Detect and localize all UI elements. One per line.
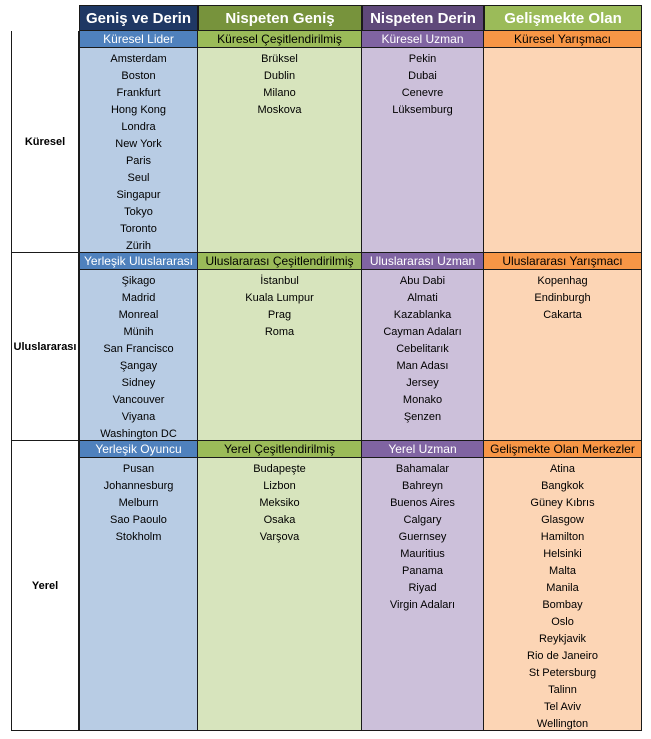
city-item: Milano	[263, 87, 296, 99]
city-item: Washington DC	[100, 428, 177, 440]
city-item: San Francisco	[103, 343, 174, 355]
category-body	[362, 48, 484, 253]
city-item: Cebelitarık	[396, 343, 449, 355]
city-list	[484, 461, 641, 733]
category-header: Küresel Çeşitlendirilmiş	[198, 31, 362, 48]
city-item: Seul	[127, 172, 150, 184]
city-item: Man Adası	[396, 360, 449, 372]
city-item: New York	[115, 138, 162, 150]
city-item: Panama	[402, 565, 443, 577]
city-item: Dubai	[408, 70, 437, 82]
city-item: Paris	[125, 155, 152, 167]
city-item: Lizbon	[263, 480, 296, 492]
city-item: Kazablanka	[393, 309, 452, 321]
city-item: Hong Kong	[110, 104, 167, 116]
city-item: Oslo	[551, 616, 574, 628]
category-body	[79, 458, 198, 731]
city-item: Varşova	[259, 531, 300, 543]
city-item: Cayman Adaları	[383, 326, 462, 338]
category-body	[79, 270, 198, 441]
city-item: Mauritius	[400, 548, 445, 560]
city-item: Endinburgh	[534, 292, 591, 304]
city-item: Johannesburg	[103, 480, 174, 492]
city-item: St Petersburg	[528, 667, 597, 679]
city-item: Roma	[264, 326, 295, 338]
city-item: Budapeşte	[253, 463, 306, 475]
city-list	[362, 51, 483, 119]
city-item: Tokyo	[124, 206, 153, 218]
category-header: Küresel Uzman	[362, 31, 484, 48]
city-item: Manila	[546, 582, 579, 594]
category-body	[198, 270, 362, 441]
city-item: Monreal	[118, 309, 159, 321]
city-item: Zürih	[125, 240, 152, 252]
city-item: Bahreyn	[402, 480, 443, 492]
city-item: Rio de Janeiro	[527, 650, 598, 662]
city-item: Guernsey	[398, 531, 447, 543]
category-header: Yerel Uzman	[362, 441, 484, 458]
city-item: Şenzen	[403, 411, 442, 423]
city-item: Abu Dabi	[399, 275, 446, 287]
category-body	[362, 270, 484, 441]
city-list	[362, 273, 483, 426]
category-header: Uluslararası Uzman	[362, 253, 484, 270]
column-header: Nispeten Geniş	[198, 5, 362, 31]
city-list	[80, 461, 197, 546]
city-item: Tel Aviv	[543, 701, 582, 713]
city-list	[484, 273, 641, 324]
city-list	[198, 273, 361, 341]
city-item: Wellington	[536, 718, 589, 730]
city-item: Buenos Aires	[390, 497, 455, 509]
city-list	[362, 461, 483, 614]
city-item: Reykjavik	[538, 633, 587, 645]
city-item: Moskova	[257, 104, 302, 116]
city-item: Singapur	[116, 189, 161, 201]
category-header: Uluslararası Çeşitlendirilmiş	[198, 253, 362, 270]
category-body	[198, 458, 362, 731]
city-item: Madrid	[121, 292, 156, 304]
city-item: Osaka	[263, 514, 296, 526]
row-label: Uluslararası	[11, 253, 79, 441]
city-item: Riyad	[408, 582, 437, 594]
column-header: Gelişmekte Olan	[484, 5, 642, 31]
city-item: Hamilton	[540, 531, 585, 543]
city-list	[80, 51, 197, 255]
city-item: Talinn	[548, 684, 577, 696]
category-header: Yerleşik Oyuncu	[79, 441, 198, 458]
category-body	[484, 458, 642, 731]
city-item: Londra	[121, 121, 156, 133]
city-list	[198, 51, 361, 119]
city-item: Dublin	[263, 70, 296, 82]
city-item: Meksiko	[259, 497, 300, 509]
city-item: Calgary	[403, 514, 442, 526]
city-item: Jersey	[406, 377, 439, 389]
city-list	[80, 273, 197, 443]
city-item: Münih	[123, 326, 154, 338]
city-item: Melburn	[118, 497, 159, 509]
city-item: Glasgow	[541, 514, 584, 526]
city-item: Helsinki	[543, 548, 582, 560]
city-item: Cakarta	[543, 309, 582, 321]
category-header: Küresel Yarışmacı	[484, 31, 642, 48]
column-header: Geniş ve Derin	[79, 5, 198, 31]
city-item: Vancouver	[112, 394, 165, 406]
city-item: Şikago	[121, 275, 156, 287]
city-item: Lüksemburg	[392, 104, 453, 116]
city-item: Kuala Lumpur	[245, 292, 314, 304]
category-header: Yerel Çeşitlendirilmiş	[198, 441, 362, 458]
city-item: Pusan	[122, 463, 155, 475]
category-body	[362, 458, 484, 731]
category-header: Uluslararası Yarışmacı	[484, 253, 642, 270]
category-body	[198, 48, 362, 253]
city-item: Almati	[407, 292, 438, 304]
city-item: Prag	[267, 309, 292, 321]
category-header: Gelişmekte Olan Merkezler	[484, 441, 642, 458]
category-body	[79, 48, 198, 253]
city-item: Viyana	[121, 411, 156, 423]
city-item: Stokholm	[115, 531, 162, 543]
city-item: Pekin	[408, 53, 437, 65]
city-item: Virgin Adaları	[389, 599, 456, 611]
city-item: Frankfurt	[116, 87, 161, 99]
city-item: Malta	[549, 565, 576, 577]
city-item: Brüksel	[261, 53, 298, 65]
column-header: Nispeten Derin	[362, 5, 484, 31]
city-item: Sidney	[121, 377, 156, 389]
city-item: Bombay	[542, 599, 583, 611]
city-item: Bangkok	[541, 480, 584, 492]
city-item: Toronto	[120, 223, 157, 235]
city-item: İstanbul	[260, 275, 299, 287]
city-item: Kopenhag	[537, 275, 588, 287]
city-item: Bahamalar	[395, 463, 450, 475]
city-item: Cenevre	[401, 87, 444, 99]
city-item: Atina	[549, 463, 576, 475]
category-header: Yerleşik Uluslararası	[79, 253, 198, 270]
row-label: Yerel	[11, 441, 79, 731]
city-item: Güney Kıbrıs	[530, 497, 595, 509]
city-item: Sao Paoulo	[110, 514, 167, 526]
city-item: Amsterdam	[110, 53, 167, 65]
category-body	[484, 48, 642, 253]
city-item: Boston	[121, 70, 156, 82]
category-body	[484, 270, 642, 441]
city-item: Monako	[402, 394, 443, 406]
category-header: Küresel Lider	[79, 31, 198, 48]
city-item: Şangay	[119, 360, 158, 372]
row-label: Küresel	[11, 31, 79, 253]
city-list	[198, 461, 361, 546]
